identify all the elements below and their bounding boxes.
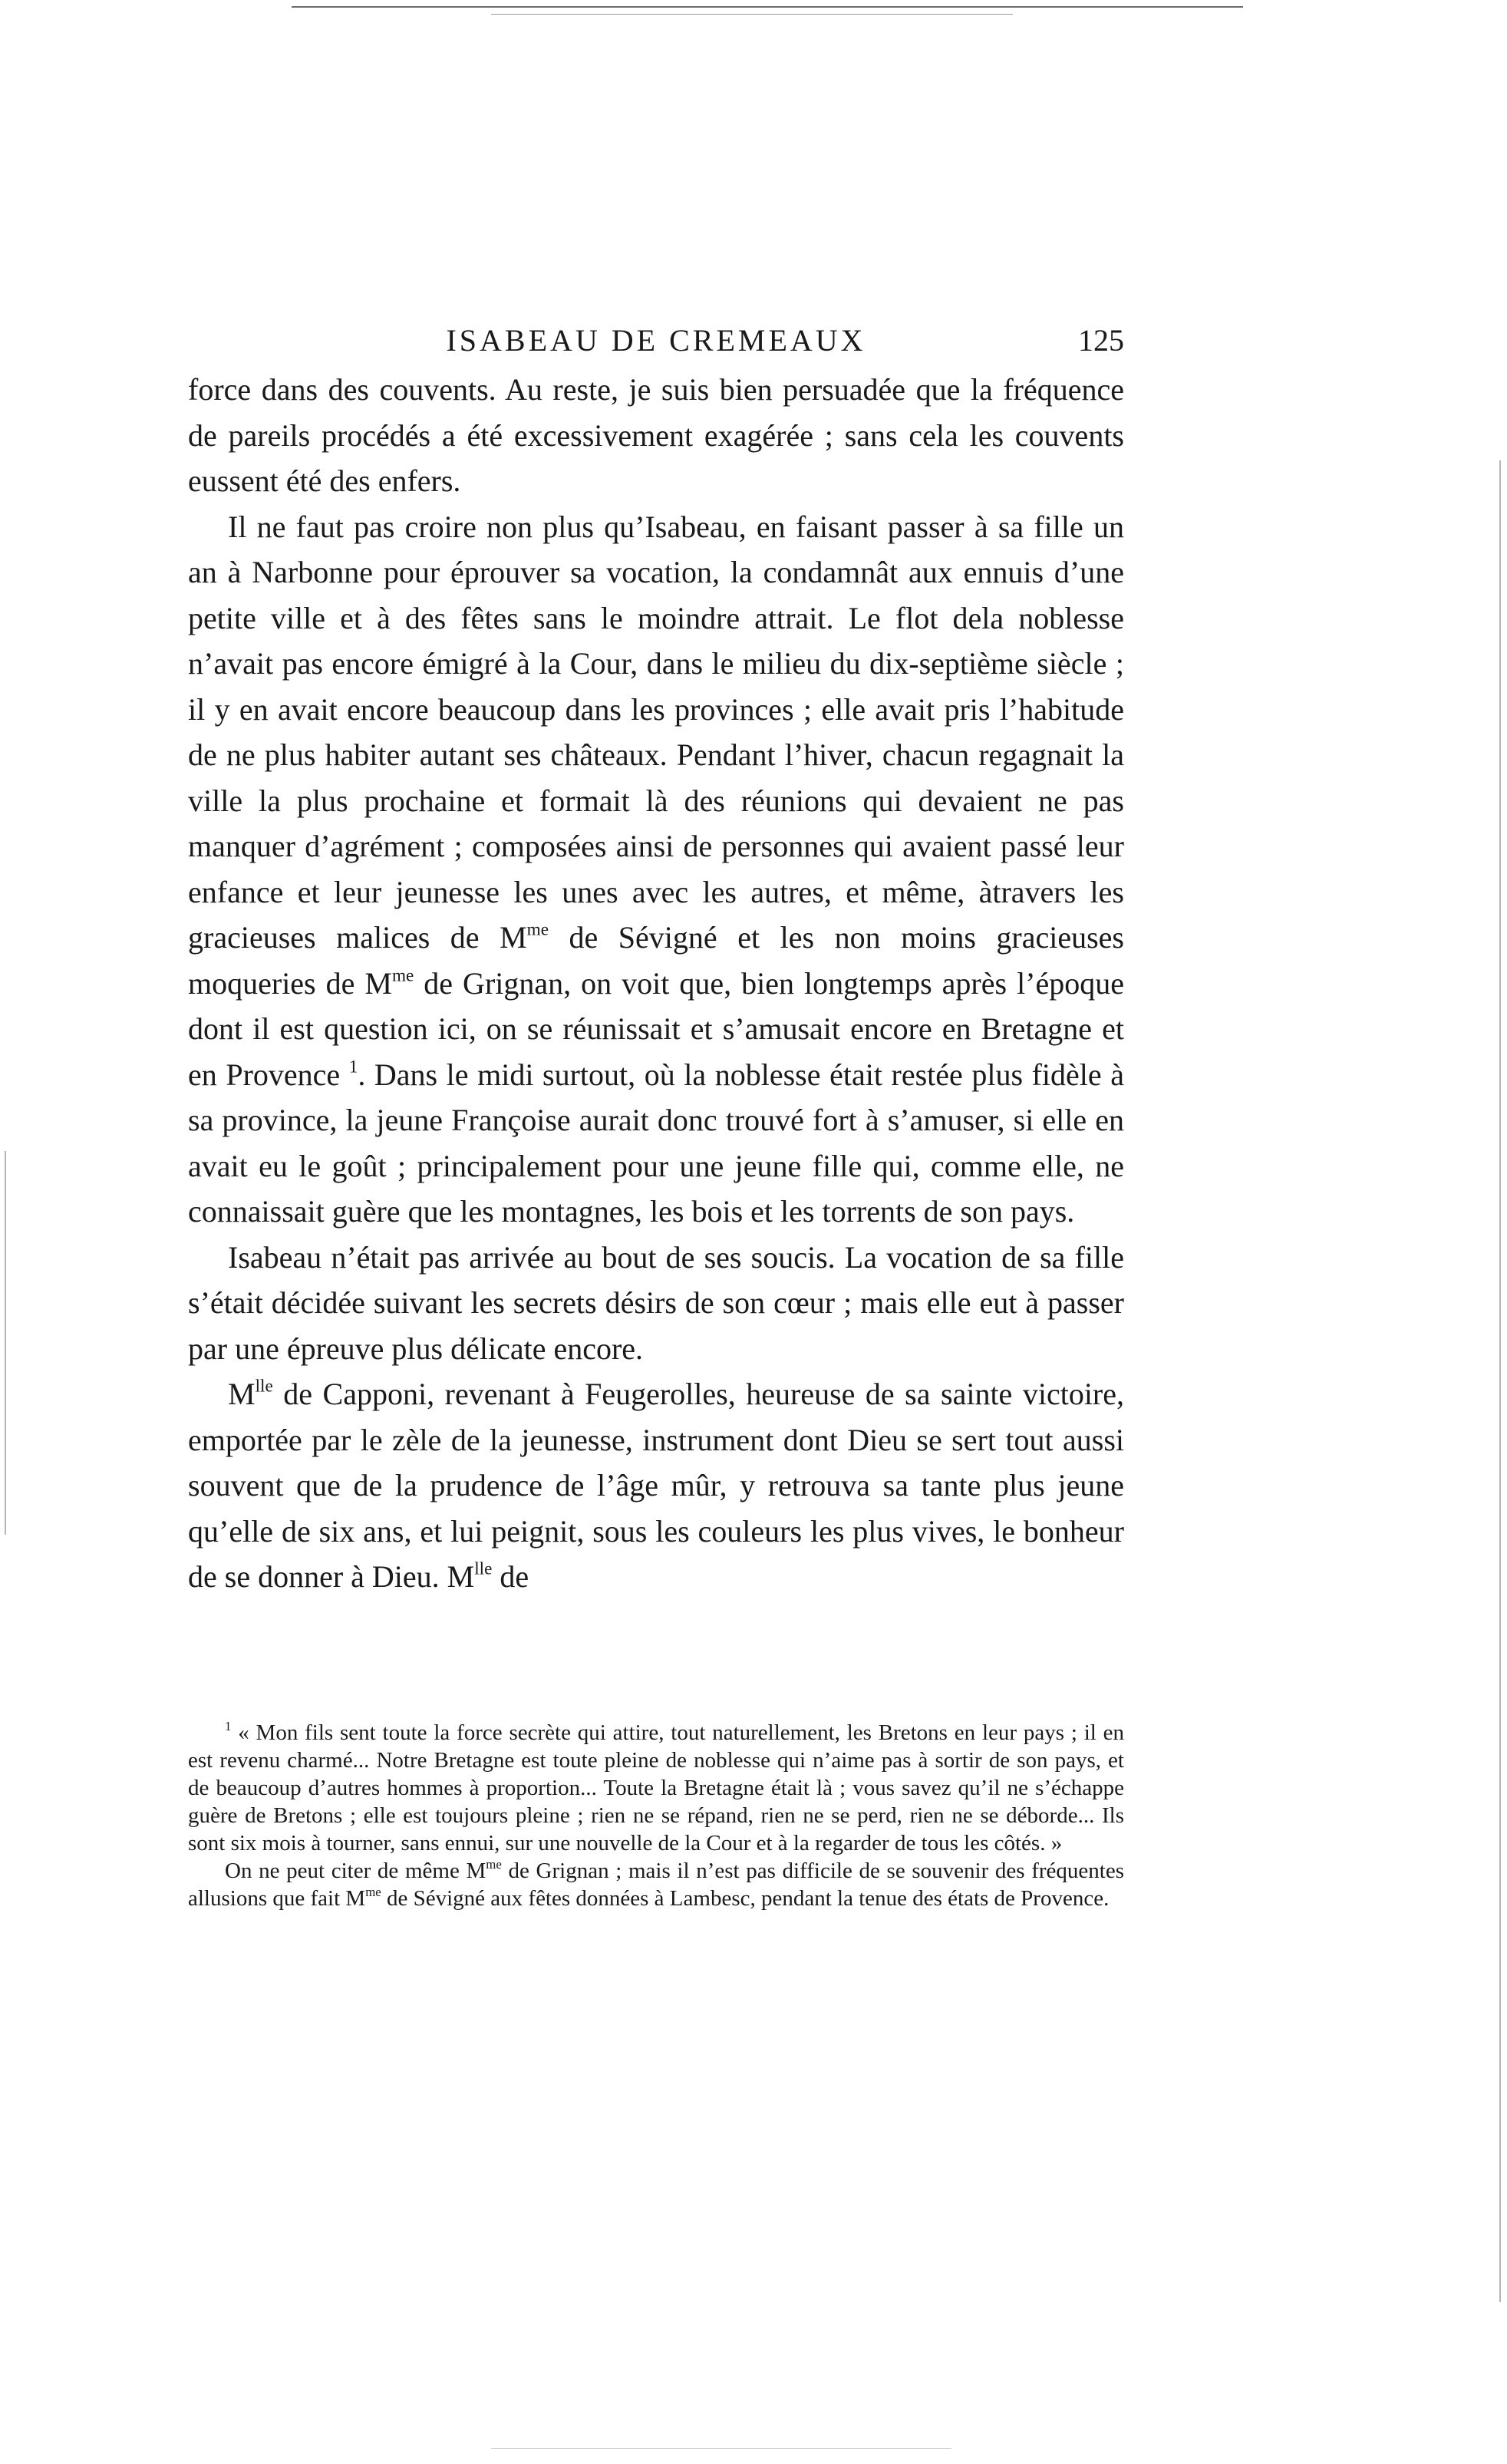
footnote-reference-1: 1 (348, 1056, 358, 1077)
paragraph-2-text-d: . Dans le midi surtout, où la noblesse était restée plus fidèle à sa province, la jeune Françoise aurait donc trouvé fort à s’amuser, si elle en avait eu le goût ; principalement pour une jeune fille qui, comme elle, ne connaissait guère que les montagnes, les bois et les torrents de son pays. (188, 1057, 1124, 1229)
scan-artifact-top-rule-secondary (491, 14, 1013, 15)
footnote-2-title-mme-sevigne: M (345, 1886, 366, 1911)
title-mlle-capponi: M (228, 1377, 256, 1411)
title-mme-sevigne-sup: me (526, 919, 549, 940)
scan-artifact-top-rule (292, 6, 1243, 8)
title-mlle-capponi-sup: lle (255, 1376, 273, 1397)
title-mme-grignan-sup: me (391, 965, 414, 985)
scan-artifact-left-edge (5, 1151, 6, 1535)
footnote-1-text: « Mon fils sent toute la force secrète qui attire, tout naturellement, les Bretons en leur pays ; il en est revenu charmé... Notre Bretagne est toute pleine de noblesse qui n’aime pas à sortir de son pays, et de beaucoup d’autres hommes à proportion... Toute la Bretagne était là ; vous savez qu’il ne s’échappe guère de Bretons ; elle est toujours pleine ; rien ne se répand, rien ne se perd, rien ne se déborde... Ils sont six mois à tourner, sans ennui, sur une nouvelle de la Cour et à la regarder de tous les côtés. » (188, 1720, 1124, 1855)
paragraph-4-end: de (492, 1559, 529, 1594)
paragraph-2-text-b: de Sévigné et les non moins gracieuses moqueries de (188, 920, 1124, 1001)
title-mme-grignan: M (364, 965, 392, 1001)
title-mlle-end: M (447, 1559, 475, 1594)
footnote-2-text-b: de Grignan ; mais il n’est pas difficile de se souvenir des fréquentes allusions que fait (188, 1859, 1124, 1911)
scan-artifact-right-edge (1499, 460, 1501, 2302)
footnote-1 (188, 1719, 1124, 1857)
title-mme-sevigne: M (500, 920, 527, 955)
paragraph-2-text-a: Il ne faut pas croire non plus qu’Isabeau, en faisant passer à sa fille un an à Narbonne pour éprouver sa vocation, la condamnât aux ennuis d’une petite ville et à des fêtes sans le moindre attrait. Le flot dela noblesse n’avait pas encore émigré à la Cour, dans le milieu du dix-septième siècle ; il y en avait encore beaucoup dans les provinces ; elle avait pris l’habitude de ne plus habiter autant ses châteaux. Pendant l’hiver, chacun regagnait la ville la plus prochaine et formait là des réunions qui devaient ne pas manquer d’agrément ; composées ainsi de personnes qui avaient passé leur enfance et leur jeunesse les unes avec les autres, et même, àtravers les gracieuses malices de (188, 509, 1124, 955)
footnote-2-title-mme-grignan-sup: me (486, 1856, 502, 1872)
paragraph-1: force dans des couvents. Au reste, je suis bien persuadée que la fréquence de pareils procédés a été excessivement exagérée ; sans cela les couvents eussent été des enfers. (188, 372, 1124, 498)
main-text (188, 367, 1124, 1600)
page-number: 125 (1078, 323, 1124, 358)
footnote-2-text-a: On ne peut citer de même (225, 1859, 467, 1883)
paragraph-3: Isabeau n’était pas arrivée au bout de ses soucis. La vocation de sa fille s’était décidée suivant les secrets désirs de son cœur ; mais elle eut à passer par une épreuve plus délicate encore. (188, 1239, 1124, 1366)
running-title: ISABEAU DE CREMEAUX (446, 323, 866, 358)
paragraph-4-text: de Capponi, revenant à Feugerolles, heureuse de sa sainte victoire, emportée par le zèle de la jeunesse, instrument dont Dieu se sert tout aussi souvent que de la prudence de l’âge mûr, y retrouva sa tante plus jeune qu’elle de six ans, et lui peignit, sous les couleurs les plus vives, le bonheur de se donner à Dieu. (188, 1377, 1124, 1594)
title-mlle-end-sup: lle (474, 1559, 493, 1579)
footnote-2-title-mme-grignan: M (466, 1859, 486, 1883)
scan-artifact-bottom-rule (491, 2448, 951, 2449)
page-header (188, 316, 1124, 365)
footnotes (188, 1719, 1124, 1912)
paragraph-2-text-c: de Grignan, on voit que, bien longtemps après l’époque dont il est question ici, on se réunissait et s’amusait encore en Bretagne et en Provence (188, 965, 1125, 1092)
footnote-2-title-mme-sevigne-sup: me (365, 1884, 381, 1899)
paragraph-2 (188, 504, 1124, 1235)
paragraph-4 (188, 1371, 1124, 1600)
footnote-1-mark: 1 (225, 1718, 232, 1733)
footnote-2-text-c: de Sévigné aux fêtes données à Lambesc, pendant la tenue des états de Provence. (381, 1886, 1110, 1911)
footnote-2 (188, 1857, 1124, 1912)
